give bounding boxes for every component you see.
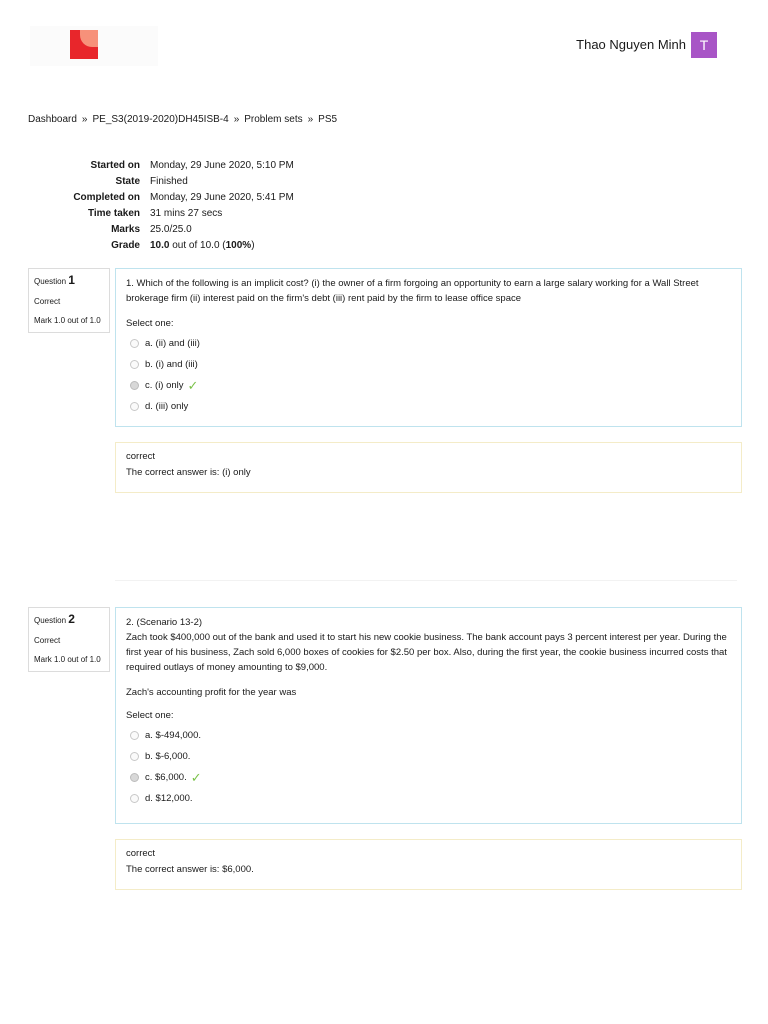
breadcrumb-course[interactable]: PE_S3(2019-2020)DH45ISB-4 xyxy=(92,114,229,125)
divider xyxy=(115,580,737,581)
question-mark: Mark 1.0 out of 1.0 xyxy=(34,316,101,325)
summary-value: 25.0/25.0 xyxy=(150,223,192,235)
summary-label: Started on xyxy=(90,159,140,171)
avatar[interactable]: T xyxy=(691,32,717,58)
feedback-status: correct xyxy=(126,451,156,462)
summary-row xyxy=(30,157,294,173)
answer-option[interactable]: d. (iii) only xyxy=(126,396,731,417)
summary-row xyxy=(30,221,294,237)
feedback-status: correct xyxy=(126,848,156,859)
radio-icon[interactable] xyxy=(130,360,139,369)
question-prompt: Zach's accounting profit for the year was xyxy=(126,687,297,698)
check-icon: ✓ xyxy=(190,769,202,785)
question-title: 2. (Scenario 13-2) xyxy=(126,617,203,628)
feedback-answer: The correct answer is: $6,000. xyxy=(126,864,254,875)
answer-option[interactable]: a. (ii) and (iii) xyxy=(126,333,731,354)
select-one-label: Select one: xyxy=(126,318,174,329)
breadcrumb-dashboard[interactable]: Dashboard xyxy=(28,114,77,125)
radio-icon[interactable] xyxy=(130,752,139,761)
breadcrumb-separator: » xyxy=(233,114,240,125)
answer-option[interactable]: b. $-6,000. xyxy=(126,746,731,767)
answer-option[interactable]: a. $-494,000. xyxy=(126,725,731,746)
question-word: Question xyxy=(34,277,67,286)
summary-label: Completed on xyxy=(73,191,140,203)
breadcrumb-separator: » xyxy=(307,114,314,125)
question-number: 1 xyxy=(68,273,75,287)
summary-row xyxy=(30,189,294,205)
answer-option-selected[interactable]: c. $6,000. ✓ xyxy=(126,767,731,788)
breadcrumb-separator: » xyxy=(81,114,88,125)
summary-value: 31 mins 27 secs xyxy=(150,207,223,219)
breadcrumb-current[interactable]: PS5 xyxy=(318,114,338,125)
summary-value: Finished xyxy=(150,175,188,187)
header xyxy=(0,0,768,90)
question-text: 1. Which of the following is an implicit cost? (i) the owner of a firm forgoing an opportunity to earn a large salary working for a Wall Street brokerage firm (ii) interest paid on the firm's debt (iii) rent paid by the firm to lease office space xyxy=(126,278,699,304)
answer-option[interactable]: b. (i) and (iii) xyxy=(126,354,731,375)
summary-label: Time taken xyxy=(87,207,140,219)
radio-icon[interactable] xyxy=(130,794,139,803)
radio-icon[interactable] xyxy=(130,381,139,390)
answer-option[interactable]: d. $12,000. xyxy=(126,788,731,809)
breadcrumb-problem-sets[interactable]: Problem sets xyxy=(244,114,303,125)
summary-value: Monday, 29 June 2020, 5:41 PM xyxy=(150,191,294,203)
breadcrumb xyxy=(28,114,337,125)
attempt-summary xyxy=(30,157,294,253)
summary-label: State xyxy=(115,175,140,187)
question-info xyxy=(28,268,110,333)
question-word: Question xyxy=(34,616,67,625)
radio-icon[interactable] xyxy=(130,402,139,411)
logo-icon[interactable] xyxy=(70,30,98,59)
radio-icon[interactable] xyxy=(130,339,139,348)
question-content xyxy=(115,607,742,824)
summary-row xyxy=(30,173,294,189)
summary-row xyxy=(30,205,294,221)
feedback-box xyxy=(115,442,742,493)
feedback-box xyxy=(115,839,742,890)
feedback-answer: The correct answer is: (i) only xyxy=(126,467,251,478)
answer-option-selected[interactable]: c. (i) only ✓ xyxy=(126,375,731,396)
question-text: Zach took $400,000 out of the bank and used it to start his new cookie business. The bank account pays 3 percent interest per year. During the first year of his business, Zach sold 6,000 boxes of cookies for $2.50 per box. Also, during the first year, the cookie business incurred costs that required outlays of money amounting to $9,000. xyxy=(126,632,727,673)
user-name[interactable]: Thao Nguyen Minh xyxy=(576,37,686,52)
grade-label: Grade xyxy=(111,239,140,251)
question-info xyxy=(28,607,110,672)
radio-icon[interactable] xyxy=(130,773,139,782)
question-mark: Mark 1.0 out of 1.0 xyxy=(34,655,101,664)
question-state: Correct xyxy=(34,636,61,645)
question-number: 2 xyxy=(68,612,75,626)
question-state: Correct xyxy=(34,297,61,306)
select-one-label: Select one: xyxy=(126,710,174,721)
grade-value: 10.0 out of 10.0 (100%) xyxy=(150,239,255,251)
summary-label: Marks xyxy=(111,223,140,235)
summary-row xyxy=(30,237,294,253)
radio-icon[interactable] xyxy=(130,731,139,740)
summary-value: Monday, 29 June 2020, 5:10 PM xyxy=(150,159,294,171)
question-content xyxy=(115,268,742,427)
check-icon: ✓ xyxy=(187,377,199,393)
